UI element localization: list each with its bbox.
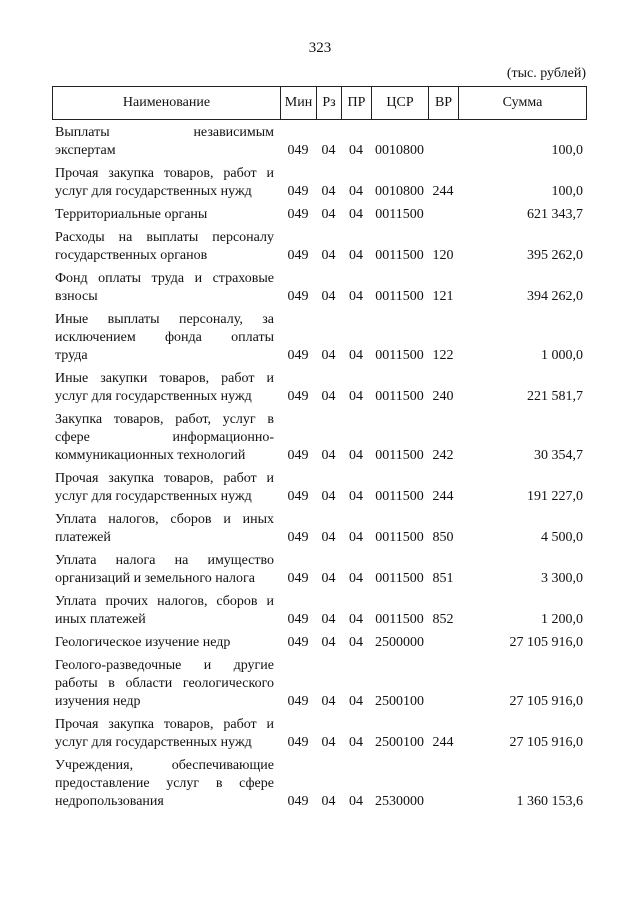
row-rz: 04 xyxy=(321,612,336,627)
row-sum: 621 343,7 xyxy=(527,207,583,222)
table-row xyxy=(52,229,587,265)
row-vr: 242 xyxy=(432,448,454,463)
row-name: Фонд оплаты труда и страховые взносы xyxy=(55,271,274,304)
table-row xyxy=(52,593,587,629)
row-pr: 04 xyxy=(349,248,363,263)
table-row xyxy=(52,411,587,465)
header-sum: Сумма xyxy=(502,95,543,110)
row-name: Прочая закупка товаров, работ и услуг для государственных нужд xyxy=(55,166,274,199)
row-csr: 2500100 xyxy=(375,735,424,750)
row-sum: 1 000,0 xyxy=(541,348,583,363)
table-row xyxy=(52,370,587,406)
row-rz: 04 xyxy=(321,448,336,463)
row-csr: 0011500 xyxy=(375,489,424,504)
row-csr: 0011500 xyxy=(375,389,424,404)
row-rz: 04 xyxy=(321,389,336,404)
row-sum: 27 105 916,0 xyxy=(509,735,583,750)
row-sum: 191 227,0 xyxy=(527,489,583,504)
row-sum: 221 581,7 xyxy=(527,389,583,404)
row-vr: 120 xyxy=(432,248,454,263)
row-min: 049 xyxy=(287,207,309,222)
row-csr: 0011500 xyxy=(375,530,424,545)
header-min: Мин xyxy=(281,87,317,119)
row-pr: 04 xyxy=(349,735,363,750)
table-row xyxy=(52,206,587,224)
row-rz: 04 xyxy=(321,184,336,199)
row-sum: 4 500,0 xyxy=(541,530,583,545)
row-min: 049 xyxy=(287,635,309,650)
row-vr: 244 xyxy=(432,184,454,199)
row-min: 049 xyxy=(287,448,309,463)
header-rz: Рз xyxy=(317,87,342,119)
table-row xyxy=(52,165,587,201)
row-name: Прочая закупка товаров, работ и услуг для государственных нужд xyxy=(55,717,274,750)
row-name: Иные закупки товаров, работ и услуг для государственных нужд xyxy=(55,371,274,404)
table-header xyxy=(52,86,587,120)
row-min: 049 xyxy=(287,794,309,809)
row-sum: 394 262,0 xyxy=(527,289,583,304)
row-pr: 04 xyxy=(349,389,363,404)
row-rz: 04 xyxy=(321,348,336,363)
row-name: Выплаты независимым экспертам xyxy=(55,125,274,158)
row-rz: 04 xyxy=(321,530,336,545)
table-row xyxy=(52,270,587,306)
table-row xyxy=(52,124,587,160)
row-name: Прочая закупка товаров, работ и услуг для государственных нужд xyxy=(55,471,274,504)
row-sum: 27 105 916,0 xyxy=(509,694,583,709)
row-sum: 1 200,0 xyxy=(541,612,583,627)
row-sum: 30 354,7 xyxy=(534,448,583,463)
row-rz: 04 xyxy=(321,794,336,809)
row-name: Территориальные органы xyxy=(55,207,208,222)
row-csr: 0010800 xyxy=(375,143,424,158)
row-min: 049 xyxy=(287,571,309,586)
row-csr: 2500000 xyxy=(375,635,424,650)
row-min: 049 xyxy=(287,389,309,404)
row-min: 049 xyxy=(287,143,309,158)
row-pr: 04 xyxy=(349,184,363,199)
row-name: Иные выплаты персоналу, за исключением фонда оплаты труда xyxy=(55,312,274,363)
row-csr: 0011500 xyxy=(375,448,424,463)
row-min: 049 xyxy=(287,184,309,199)
row-vr: 244 xyxy=(432,735,454,750)
row-min: 049 xyxy=(287,530,309,545)
row-sum: 1 360 153,6 xyxy=(516,794,583,809)
row-sum: 100,0 xyxy=(551,143,583,158)
row-vr: 852 xyxy=(432,612,454,627)
row-rz: 04 xyxy=(321,143,336,158)
table-row xyxy=(52,634,587,652)
row-pr: 04 xyxy=(349,794,363,809)
table-row xyxy=(52,470,587,506)
row-sum: 3 300,0 xyxy=(541,571,583,586)
row-pr: 04 xyxy=(349,348,363,363)
row-pr: 04 xyxy=(349,207,363,222)
row-sum: 395 262,0 xyxy=(527,248,583,263)
row-csr: 0011500 xyxy=(375,348,424,363)
row-pr: 04 xyxy=(349,530,363,545)
row-csr: 0011500 xyxy=(375,612,424,627)
table-body xyxy=(52,124,587,816)
row-name: Уплата прочих налогов, сборов и иных платежей xyxy=(55,594,274,627)
units-label: (тыс. рублей) xyxy=(506,66,586,81)
row-name: Закупка товаров, работ, услуг в сфере информационно-коммуникационных технологий xyxy=(55,412,274,463)
row-min: 049 xyxy=(287,348,309,363)
row-rz: 04 xyxy=(321,207,336,222)
header-vr: ВР xyxy=(429,87,459,119)
row-pr: 04 xyxy=(349,694,363,709)
row-pr: 04 xyxy=(349,612,363,627)
row-vr: 851 xyxy=(432,571,454,586)
row-pr: 04 xyxy=(349,143,363,158)
table-row xyxy=(52,511,587,547)
header-name: Наименование xyxy=(53,87,281,119)
row-csr: 2530000 xyxy=(375,794,424,809)
row-min: 049 xyxy=(287,612,309,627)
table-row xyxy=(52,757,587,811)
row-pr: 04 xyxy=(349,448,363,463)
header-pr: ПР xyxy=(342,87,372,119)
row-sum: 27 105 916,0 xyxy=(509,635,583,650)
row-min: 049 xyxy=(287,289,309,304)
row-name: Расходы на выплаты персоналу государственных органов xyxy=(55,230,274,263)
row-name: Уплата налога на имущество организаций и земельного налога xyxy=(55,553,274,586)
row-sum: 100,0 xyxy=(551,184,583,199)
row-name: Геолого-разведочные и другие работы в области геологического изучения недр xyxy=(55,658,274,709)
row-rz: 04 xyxy=(321,289,336,304)
row-vr: 240 xyxy=(432,389,454,404)
row-vr: 121 xyxy=(432,289,454,304)
table-row xyxy=(52,552,587,588)
table-row xyxy=(52,311,587,365)
table-row xyxy=(52,657,587,711)
row-min: 049 xyxy=(287,735,309,750)
row-rz: 04 xyxy=(321,571,336,586)
row-csr: 0011500 xyxy=(375,207,424,222)
row-rz: 04 xyxy=(321,694,336,709)
row-pr: 04 xyxy=(349,489,363,504)
row-csr: 2500100 xyxy=(375,694,424,709)
row-name: Уплата налогов, сборов и иных платежей xyxy=(55,512,274,545)
row-min: 049 xyxy=(287,489,309,504)
row-rz: 04 xyxy=(321,635,336,650)
page-number: 323 xyxy=(308,40,332,56)
row-pr: 04 xyxy=(349,289,363,304)
row-vr: 850 xyxy=(432,530,454,545)
row-name: Учреждения, обеспечивающие предоставление услуг в сфере недропользования xyxy=(55,758,274,809)
row-csr: 0010800 xyxy=(375,184,424,199)
row-pr: 04 xyxy=(349,571,363,586)
row-csr: 0011500 xyxy=(375,248,424,263)
table-row xyxy=(52,716,587,752)
row-min: 049 xyxy=(287,248,309,263)
row-rz: 04 xyxy=(321,248,336,263)
row-rz: 04 xyxy=(321,735,336,750)
row-name: Геологическое изучение недр xyxy=(55,635,231,650)
row-vr: 244 xyxy=(432,489,454,504)
row-pr: 04 xyxy=(349,635,363,650)
row-min: 049 xyxy=(287,694,309,709)
row-rz: 04 xyxy=(321,489,336,504)
row-vr: 122 xyxy=(432,348,454,363)
row-csr: 0011500 xyxy=(375,571,424,586)
header-csr: ЦСР xyxy=(372,87,429,119)
row-csr: 0011500 xyxy=(375,289,424,304)
